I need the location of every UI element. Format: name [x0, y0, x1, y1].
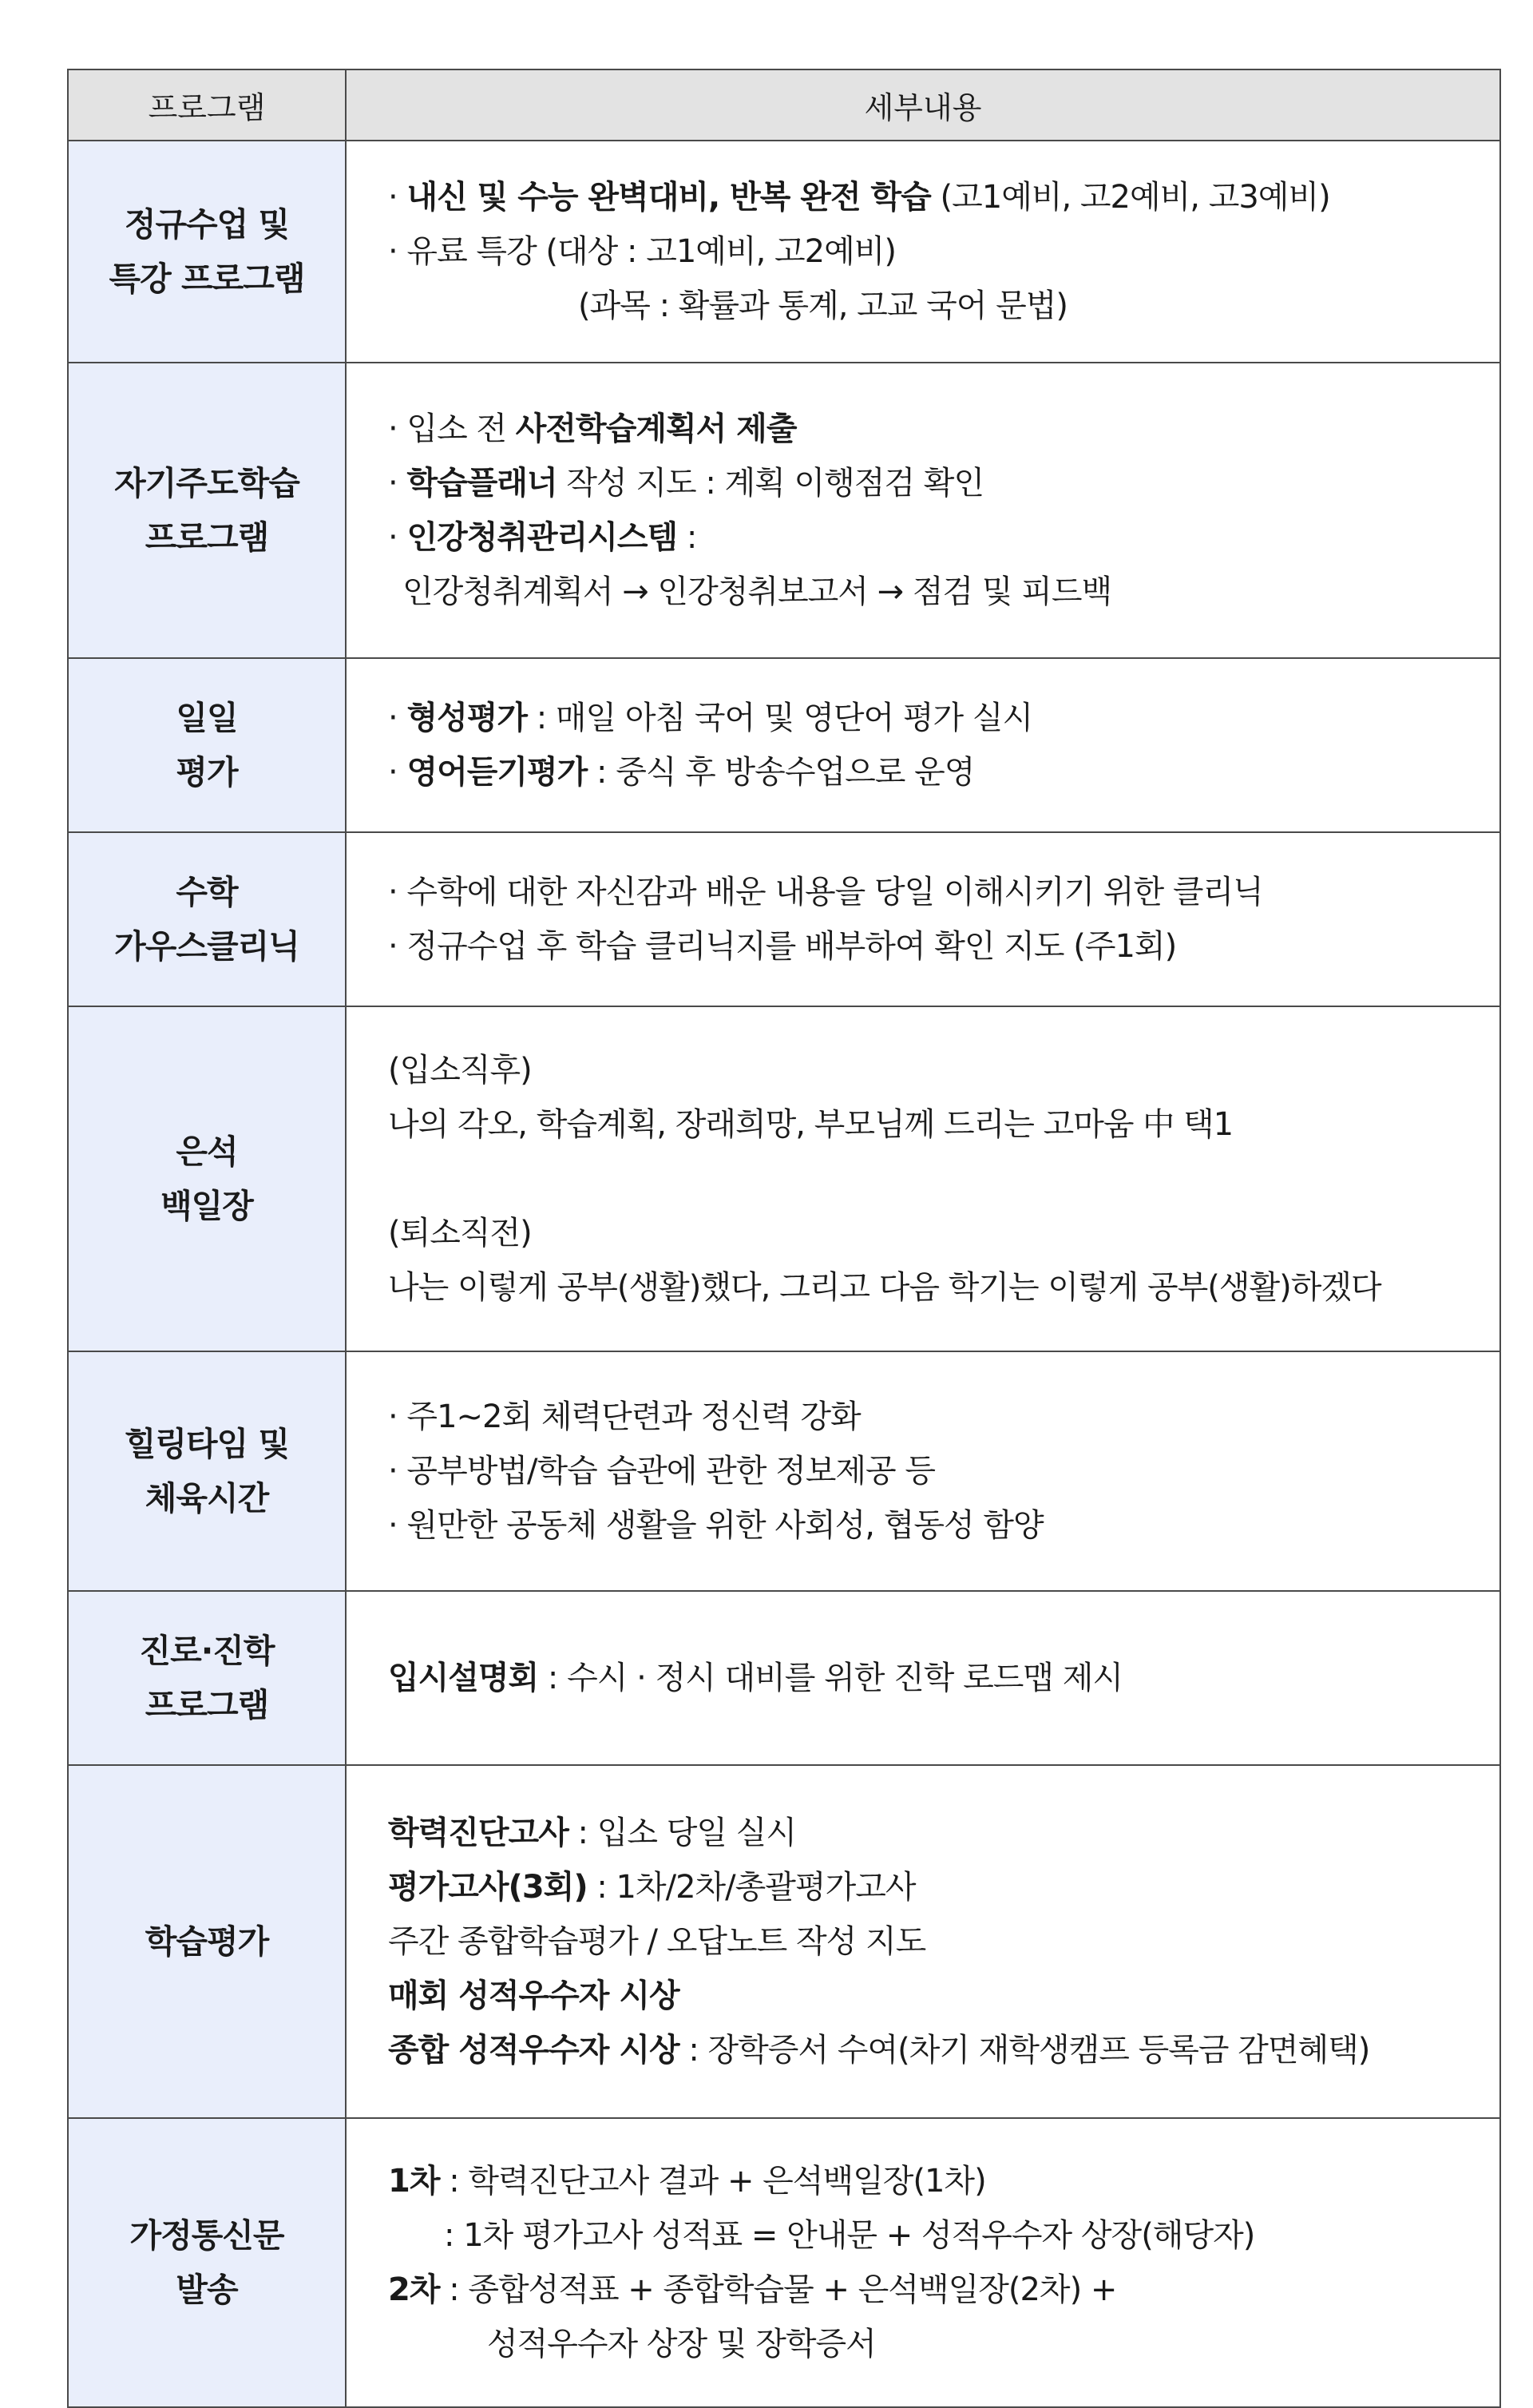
- detail-emphasis: 형성평가: [406, 700, 527, 736]
- detail-line: [388, 279, 1499, 333]
- detail-text: : 매일 아침 국어 및 영단어 평가 실시: [527, 700, 1033, 736]
- detail-text: (고1예비, 고2예비, 고3예비): [930, 179, 1330, 216]
- detail-text: · 주1~2회 체력단련과 정신력 강화: [388, 1398, 861, 1435]
- program-name-line: 학습평가: [145, 1922, 269, 1961]
- program-name-line: 백일장: [160, 1187, 253, 1225]
- table-row: [68, 363, 1500, 658]
- program-name-line: 프로그램: [145, 518, 269, 557]
- detail-emphasis: 학력진단고사: [388, 1815, 568, 1851]
- program-name-cell: [68, 1351, 346, 1591]
- program-name-cell: [68, 832, 346, 1006]
- detail-emphasis: 평가고사(3회): [388, 1869, 588, 1906]
- detail-cell: [346, 1591, 1500, 1765]
- detail-cell: [346, 141, 1500, 363]
- detail-line: [388, 1498, 1499, 1553]
- detail-line: [388, 1097, 1499, 1152]
- detail-text: 나는 이렇게 공부(생활)했다, 그리고 다음 학기는 이렇게 공부(생활)하겠다: [388, 1269, 1381, 1306]
- header-program: 프로그램: [68, 69, 346, 141]
- detail-text: ·: [388, 519, 407, 556]
- detail-line: [388, 745, 1499, 799]
- detail-text: ·: [388, 465, 407, 502]
- header-detail: 세부내용: [346, 69, 1500, 141]
- detail-text: 성적우수자 상장 및 장학증서: [487, 2326, 876, 2362]
- detail-emphasis: 학습플래너: [406, 465, 557, 502]
- detail-line: [388, 456, 1499, 510]
- detail-line: [388, 1260, 1499, 1315]
- program-name-cell: [68, 2118, 346, 2407]
- program-name-cell: [68, 1765, 346, 2118]
- detail-text: · 수학에 대한 자신감과 배운 내용을 당일 이해시키기 위한 클리닉: [388, 874, 1263, 910]
- table-row: [68, 1006, 1500, 1351]
- detail-emphasis: 2차: [388, 2271, 440, 2308]
- detail-text: 작성 지도 : 계획 이행점검 확인: [557, 465, 984, 502]
- detail-text: : 학력진단고사 결과 + 은석백일장(1차): [439, 2163, 986, 2200]
- detail-line: [388, 691, 1499, 745]
- detail-text: (과목 : 확률과 통계, 고교 국어 문법): [578, 288, 1068, 324]
- program-name-cell: [68, 141, 346, 363]
- table-row: [68, 2118, 1500, 2407]
- detail-text: · 입소 전: [388, 411, 516, 447]
- detail-emphasis: 1차: [388, 2163, 440, 2200]
- detail-text: (입소직후): [388, 1052, 532, 1089]
- detail-text: : 입소 당일 실시: [568, 1815, 797, 1851]
- program-name-line: 수학: [176, 873, 238, 911]
- detail-line: [388, 2023, 1499, 2077]
- detail-line: [388, 1206, 1499, 1260]
- detail-cell: [346, 658, 1500, 832]
- detail-line: [388, 402, 1499, 456]
- detail-text: · 정규수업 후 학습 클리닉지를 배부하여 확인 지도 (주1회): [388, 928, 1177, 965]
- program-name-line: 힐링타임 및: [124, 1425, 290, 1463]
- table-header-row: [68, 69, 1500, 141]
- detail-line: [388, 1651, 1499, 1705]
- detail-cell: [346, 1351, 1500, 1591]
- detail-line: [388, 1969, 1499, 2023]
- detail-text: : 수시 · 정시 대비를 위한 진학 로드맵 제시: [538, 1660, 1123, 1696]
- detail-line: [388, 1043, 1499, 1097]
- detail-emphasis: 사전학습계획서 제출: [515, 411, 797, 447]
- program-name-line: 진로·진학: [139, 1632, 275, 1670]
- program-name-line: 은석: [176, 1133, 238, 1171]
- program-name-cell: [68, 363, 346, 658]
- detail-text: : 1차 평가고사 성적표 = 안내문 + 성적우수자 상장(해당자): [444, 2217, 1255, 2254]
- detail-text: 나의 각오, 학습계획, 장래희망, 부모님께 드리는 고마움 中 택1: [388, 1106, 1234, 1143]
- detail-line: [388, 1860, 1499, 1914]
- detail-text: : 중식 후 방송수업으로 운영: [587, 754, 975, 791]
- program-name-cell: [68, 1006, 346, 1351]
- detail-text: : 종합성적표 + 종합학습물 + 은석백일장(2차) +: [439, 2271, 1117, 2308]
- detail-line: [388, 1914, 1499, 1969]
- detail-text: (퇴소직전): [388, 1215, 532, 1252]
- detail-line: [388, 2208, 1499, 2263]
- program-name-line: 일일: [176, 699, 238, 737]
- program-name-line: 발송: [176, 2271, 238, 2309]
- detail-cell: [346, 1765, 1500, 2118]
- detail-emphasis: 매회 성적우수자 시상: [388, 1978, 679, 2014]
- program-name-cell: [68, 1591, 346, 1765]
- detail-text: :: [677, 519, 697, 556]
- detail-emphasis: 영어듣기평가: [406, 754, 588, 791]
- program-name-line: 평가: [176, 753, 238, 791]
- detail-text: : 장학증서 수여(차기 재학생캠프 등록금 감면혜택): [679, 2032, 1370, 2069]
- table-row: [68, 1351, 1500, 1591]
- detail-line: [388, 565, 1499, 619]
- table-row: [68, 141, 1500, 363]
- detail-text: 인강청취계획서 → 인강청취보고서 → 점검 및 피드백: [402, 573, 1112, 610]
- detail-emphasis: 종합 성적우수자 시상: [388, 2032, 679, 2069]
- detail-emphasis: 내신 및 수능 완벽대비, 반복 완전 학습: [406, 179, 931, 216]
- table-row: [68, 1591, 1500, 1765]
- table-row: [68, 1765, 1500, 2118]
- detail-line: [388, 170, 1499, 224]
- detail-line: [388, 224, 1499, 279]
- detail-line: [388, 919, 1499, 974]
- detail-line: [388, 865, 1499, 919]
- program-name-line: 가우스클리닉: [114, 927, 299, 966]
- program-name-line: 자기주도학습: [114, 464, 299, 502]
- detail-emphasis: 인강청취관리시스템: [406, 519, 678, 556]
- detail-text: ·: [388, 700, 407, 736]
- table-body: [68, 141, 1500, 2407]
- detail-text: · 원만한 공동체 생활을 위한 사회성, 협동성 함양: [388, 1507, 1044, 1544]
- detail-line: [388, 1806, 1499, 1860]
- detail-cell: [346, 1006, 1500, 1351]
- program-name-cell: [68, 658, 346, 832]
- detail-text: 주간 종합학습평가 / 오답노트 작성 지도: [388, 1923, 926, 1960]
- table-row: [68, 658, 1500, 832]
- program-table: [67, 69, 1501, 2408]
- detail-line: [388, 1444, 1499, 1498]
- detail-line: [388, 2317, 1499, 2371]
- program-name-line: 정규수업 및: [124, 205, 290, 244]
- detail-cell: [346, 363, 1500, 658]
- detail-line: [388, 2263, 1499, 2317]
- program-name-line: 프로그램: [145, 1686, 269, 1724]
- detail-line: [388, 510, 1499, 565]
- detail-text: ·: [388, 179, 407, 216]
- program-name-line: 체육시간: [145, 1479, 269, 1517]
- detail-cell: [346, 2118, 1500, 2407]
- detail-emphasis: 입시설명회: [388, 1660, 539, 1696]
- detail-cell: [346, 832, 1500, 1006]
- detail-text: · 공부방법/학습 습관에 관한 정보제공 등: [388, 1453, 936, 1490]
- detail-text: · 유료 특강 (대상 : 고1예비, 고2예비): [388, 233, 896, 270]
- program-name-line: 가정통신문: [129, 2216, 284, 2255]
- detail-line: [388, 2154, 1499, 2208]
- detail-text: : 1차/2차/총괄평가고사: [587, 1869, 916, 1906]
- table-row: [68, 832, 1500, 1006]
- detail-text: ·: [388, 754, 407, 791]
- detail-line: [388, 1390, 1499, 1444]
- program-name-line: 특강 프로그램: [109, 260, 305, 298]
- blank-line: [388, 1152, 1499, 1206]
